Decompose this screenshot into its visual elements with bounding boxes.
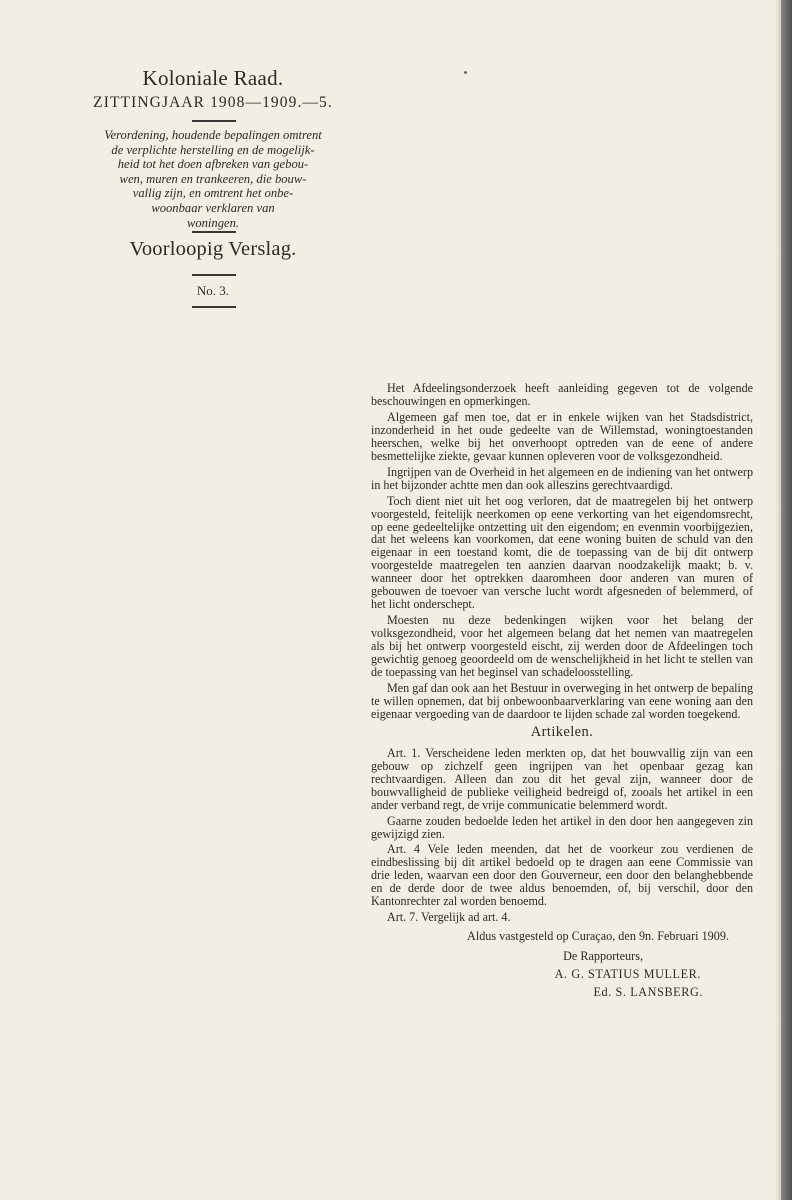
signature-block <box>371 947 753 1001</box>
closing-statement: Aldus vastgesteld op Curaçao, den 9n. Februari 1909. <box>467 929 729 944</box>
paragraph: Men gaf dan ook aan het Bestuur in overweging in het ontwerp de bepaling te willen opnemen, dat bij onbewoonbaarverklaring van eene woning aan den eigenaar vergoeding van de daardoor te lijden schade zal worden toegekend. <box>371 680 753 721</box>
article-paragraph: Art. 1. Verscheidene leden merkten op, dat het bouwvallig zijn van een gebouw op zichzelf geen ingrijpen van het openbaar gezag kan rechtvaardigen. Alleen dan zou dit het geval zijn, wanneer door de bouwvalligheid de publieke veiligheid bedreigd of, zooals het artikel in een ander verband regt, de vrije communicatie belemmerd wordt. <box>371 745 753 812</box>
paragraph: Algemeen gaf men toe, dat er in enkele wijken van het Stadsdistrict, inzonderheid in het oude gedeelte van de Willemstad, woningtoestanden heerschen, welke bij het onverhoopt optreden van de eene of andere besmettelijke ziekte, gevaar kunnen opleveren voor de volksgezondheid. <box>371 409 753 463</box>
ordinance-subject <box>80 128 346 230</box>
article-paragraph: Art. 7. Vergelijk ad art. 4. <box>387 910 511 925</box>
council-title: Koloniale Raad. <box>142 66 284 90</box>
divider-rule <box>192 274 236 276</box>
article-paragraph: Gaarne zouden bedoelde leden het artikel in den door hen aangegeven zin gewijzigd zien. <box>371 813 753 841</box>
subject-line: vallig zijn, en omtrent het onbe- <box>132 186 294 201</box>
article-paragraph: Art. 4 Vele leden meenden, dat het de voorkeur zou verdienen de eindbeslissing bij dit artikel bedoeld op te dragen aan eene Commissie van drie leden, waarvan een door den Gouverneur, een door den belanghebbende en de derde door de twee aldus benoemden, of, bij verschil, door den Kantonrechter zal worden benoemd. <box>371 842 753 909</box>
paragraph: Ingrijpen van de Overheid in het algemeen en de indiening van het ontwerp in het bijzonder achtte men dan ook alleszins gerechtvaardigd. <box>371 464 753 492</box>
subject-line: wen, muren en trankeeren, die bouw- <box>119 171 307 186</box>
subject-line: woonbaar verklaren van <box>151 200 275 215</box>
signatory-name: A. G. STATIUS MULLER. <box>554 967 701 982</box>
subject-line: de verplichte herstelling en de mogelijk- <box>111 142 315 157</box>
book-edge <box>781 0 792 1200</box>
articles-heading: Artikelen. <box>530 723 594 740</box>
paragraph: Het Afdeelingsonderzoek heeft aanleiding gegeven tot de volgende beschouwingen en opmerkingen. <box>371 381 753 408</box>
paragraph: Moesten nu deze bedenkingen wijken voor het belang der volksgezondheid, voor het algemeen belang dat het nemen van maatregelen als bij het ontwerp voorgesteld eischt, zij werden door de Afdeelingen toch gewichtig genoeg geoordeeld om de wenschelijkheid in het licht te stellen van de toepassing van het beginsel van schadeloosstelling. <box>371 613 753 680</box>
divider-rule <box>192 120 236 122</box>
signatory-heading: De Rapporteurs, <box>563 949 643 964</box>
signatory-name: Ed. S. LANSBERG. <box>593 985 703 1000</box>
divider-rule <box>192 306 236 308</box>
report-title: Voorloopig Verslag. <box>129 238 297 260</box>
ink-speck <box>464 71 467 74</box>
divider-rule <box>192 231 236 233</box>
report-body <box>371 382 753 1001</box>
subject-line: heid tot het doen afbreken van gebou- <box>117 157 309 172</box>
session-year: ZITTINGJAAR 1908—1909.—5. <box>93 94 333 111</box>
paragraph: Toch dient niet uit het oog verloren, dat de maatregelen bij het ontwerp voorgesteld, feitelijk neerkomen op eene verkorting van het eigendomsrecht, op eene gedeeltelijke ontzetting uit den eigendom; en evenmin voorbijgezien, dat het weleens kan voorkomen, dat eene woning buiten de schuld van den eigenaar in een toestand komt, die de toepassing van de bij dit ontwerp voorgestelde maatregelen ten aanzien daarvan noodzakelijk maakt; b. v. wanneer door het optrekken daaromheen door anderen van muren of gebouwen de toevoer van versche lucht wordt afgesneden of belemmerd, of het licht onderschept. <box>371 493 753 612</box>
subject-line: Verordening, houdende bepalingen omtrent <box>104 128 322 142</box>
report-number: No. 3. <box>196 283 230 298</box>
subject-line: woningen. <box>186 215 240 230</box>
